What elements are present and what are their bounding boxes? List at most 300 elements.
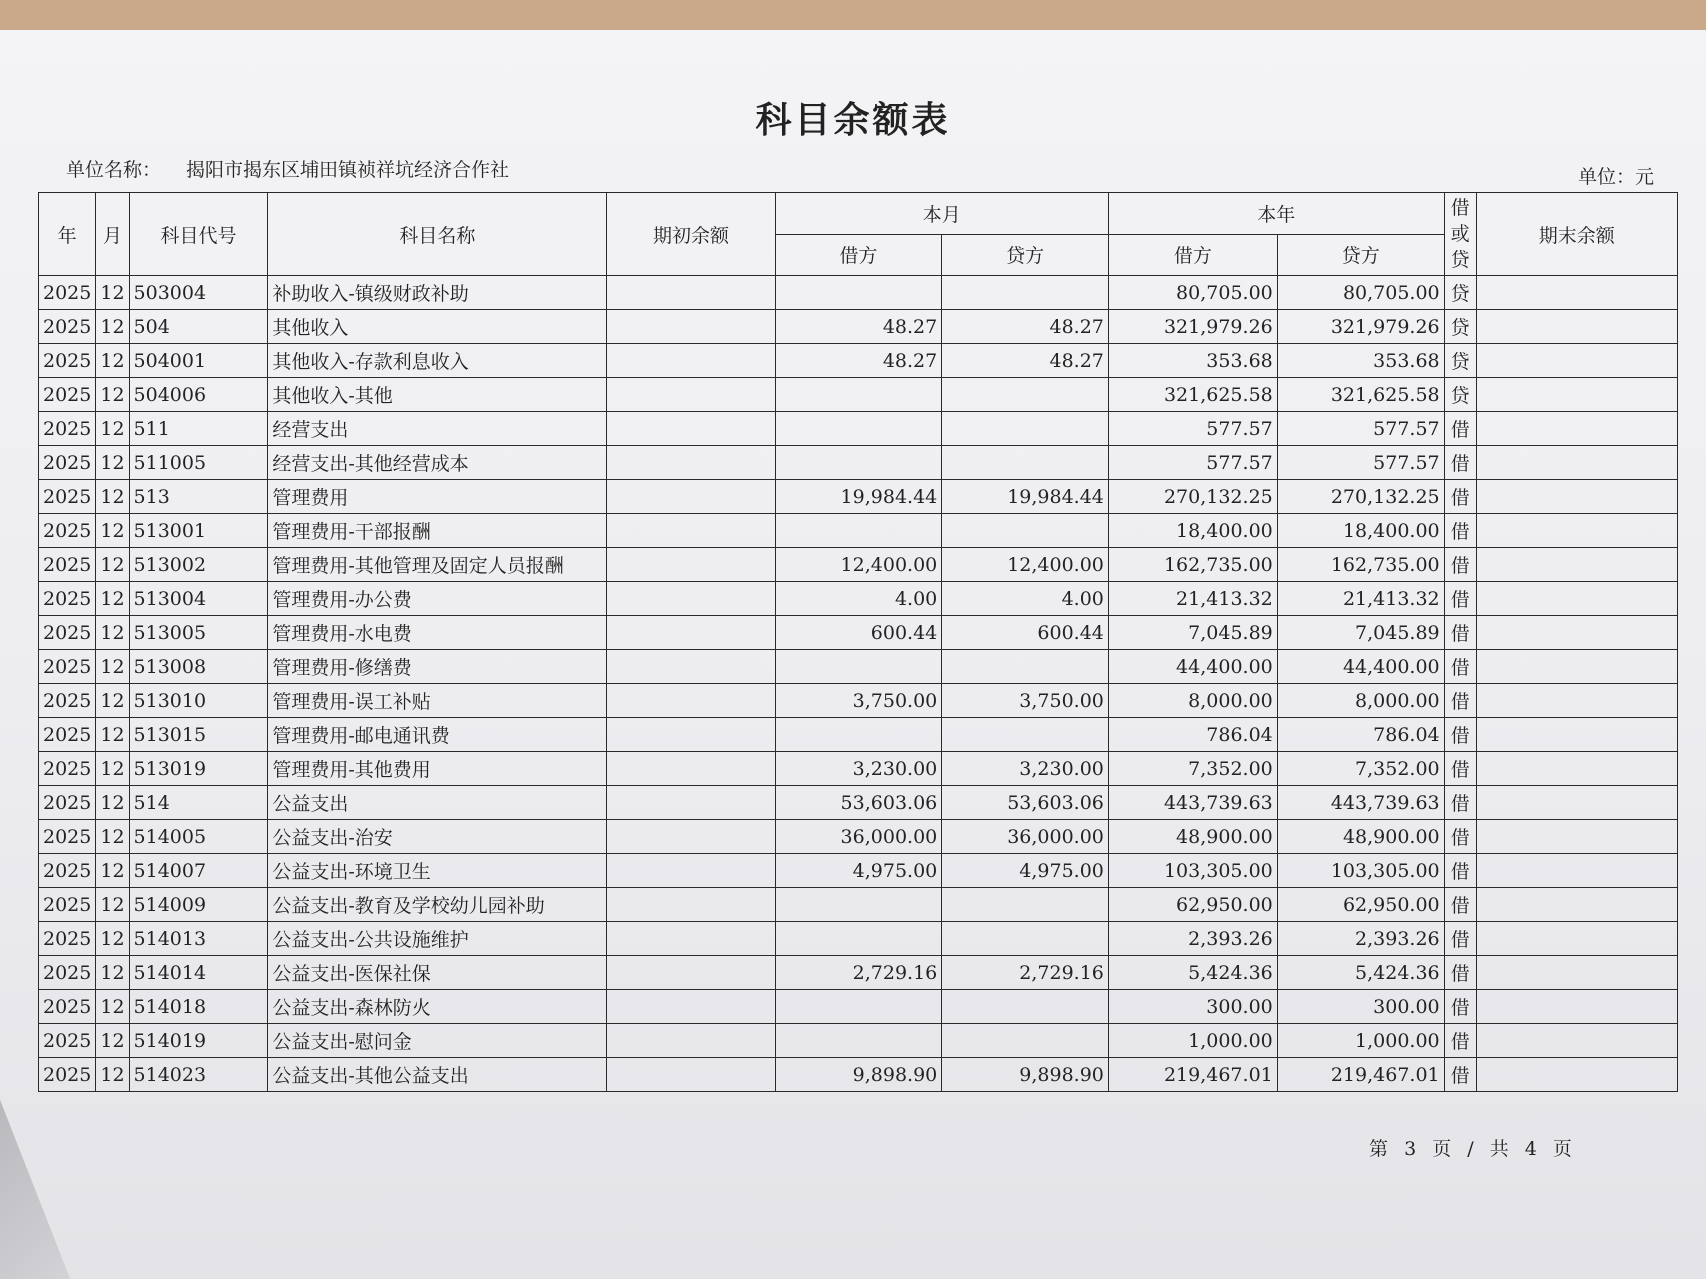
cell-closing (1476, 718, 1677, 752)
table-header (39, 193, 1678, 276)
cell-month-credit: 4.00 (942, 582, 1109, 616)
cell-month: 12 (96, 718, 129, 752)
header-code: 科目代号 (129, 193, 268, 276)
cell-code: 514007 (129, 854, 268, 888)
cell-opening (607, 480, 775, 514)
cell-closing (1476, 582, 1677, 616)
cell-opening (607, 616, 775, 650)
cell-debit-or-credit: 借 (1444, 854, 1476, 888)
cell-year-debit: 443,739.63 (1108, 786, 1277, 820)
cell-year-credit: 44,400.00 (1277, 650, 1444, 684)
cell-debit-or-credit: 借 (1444, 446, 1476, 480)
cell-code: 513005 (129, 616, 268, 650)
cell-year: 2025 (39, 684, 96, 718)
cell-month-credit: 36,000.00 (942, 820, 1109, 854)
cell-closing (1476, 548, 1677, 582)
cell-opening (607, 718, 775, 752)
cell-month-debit: 3,750.00 (775, 684, 942, 718)
cell-month-credit (942, 990, 1109, 1024)
table-row (39, 446, 1678, 480)
header-name: 科目名称 (268, 193, 607, 276)
cell-year-credit: 5,424.36 (1277, 956, 1444, 990)
cell-name: 公益支出-环境卫生 (268, 854, 607, 888)
cell-month-debit (775, 446, 942, 480)
header-month: 月 (96, 193, 129, 276)
table-body (39, 276, 1678, 1092)
table-row (39, 684, 1678, 718)
unit-name-value: 揭阳市揭东区埔田镇祯祥坑经济合作社 (186, 159, 510, 181)
cell-code: 504006 (129, 378, 268, 412)
pager-current: 3 (1404, 1138, 1419, 1160)
cell-closing (1476, 378, 1677, 412)
header-dc-char-3: 贷 (1450, 249, 1470, 271)
cell-month-debit (775, 412, 942, 446)
cell-year-credit: 8,000.00 (1277, 684, 1444, 718)
cell-code: 514023 (129, 1058, 268, 1092)
cell-debit-or-credit: 借 (1444, 990, 1476, 1024)
cell-code: 514 (129, 786, 268, 820)
cell-year-debit: 353.68 (1108, 344, 1277, 378)
cell-month-credit: 4,975.00 (942, 854, 1109, 888)
cell-year-debit: 321,979.26 (1108, 310, 1277, 344)
cell-month: 12 (96, 276, 129, 310)
cell-closing (1476, 446, 1677, 480)
cell-month-credit (942, 888, 1109, 922)
cell-debit-or-credit: 借 (1444, 922, 1476, 956)
cell-month-debit (775, 990, 942, 1024)
cell-month: 12 (96, 480, 129, 514)
cell-year-credit: 162,735.00 (1277, 548, 1444, 582)
cell-year-debit: 44,400.00 (1108, 650, 1277, 684)
cell-name: 管理费用 (268, 480, 607, 514)
cell-debit-or-credit: 借 (1444, 786, 1476, 820)
cell-opening (607, 1058, 775, 1092)
cell-month-debit: 12,400.00 (775, 548, 942, 582)
cell-year-debit: 7,352.00 (1108, 752, 1277, 786)
balance-table (38, 192, 1678, 1092)
cell-name: 管理费用-误工补贴 (268, 684, 607, 718)
cell-month: 12 (96, 310, 129, 344)
header-month-credit: 贷方 (942, 234, 1109, 276)
cell-opening (607, 922, 775, 956)
cell-year-credit: 80,705.00 (1277, 276, 1444, 310)
cell-year: 2025 (39, 1058, 96, 1092)
cell-debit-or-credit: 借 (1444, 514, 1476, 548)
cell-debit-or-credit: 借 (1444, 820, 1476, 854)
cell-month: 12 (96, 888, 129, 922)
cell-code: 513008 (129, 650, 268, 684)
cell-month-debit (775, 514, 942, 548)
cell-opening (607, 514, 775, 548)
cell-closing (1476, 922, 1677, 956)
header-debit-or-credit (1444, 193, 1476, 276)
cell-month: 12 (96, 446, 129, 480)
cell-month-credit (942, 922, 1109, 956)
table-row (39, 310, 1678, 344)
cell-month: 12 (96, 1024, 129, 1058)
report-title: 科目余额表 (755, 100, 951, 141)
cell-closing (1476, 752, 1677, 786)
header-year-credit: 贷方 (1277, 234, 1444, 276)
cell-month: 12 (96, 582, 129, 616)
cell-closing (1476, 1058, 1677, 1092)
cell-debit-or-credit: 借 (1444, 684, 1476, 718)
cell-year-credit: 353.68 (1277, 344, 1444, 378)
cell-year: 2025 (39, 820, 96, 854)
pager-separator: / (1467, 1138, 1476, 1160)
table-row (39, 616, 1678, 650)
cell-month: 12 (96, 990, 129, 1024)
pager-total: 4 (1524, 1138, 1539, 1160)
cell-year-credit: 577.57 (1277, 446, 1444, 480)
cell-year-credit: 270,132.25 (1277, 480, 1444, 514)
table-row (39, 480, 1678, 514)
table-row (39, 344, 1678, 378)
cell-year: 2025 (39, 480, 96, 514)
table-row (39, 276, 1678, 310)
table-row (39, 820, 1678, 854)
cell-name: 公益支出-公共设施维护 (268, 922, 607, 956)
unit-name-label: 单位名称： (66, 159, 162, 181)
table-row (39, 854, 1678, 888)
cell-year: 2025 (39, 956, 96, 990)
cell-closing (1476, 616, 1677, 650)
header-year-debit: 借方 (1108, 234, 1277, 276)
cell-month-credit: 48.27 (942, 310, 1109, 344)
cell-year-debit: 577.57 (1108, 446, 1277, 480)
cell-opening (607, 820, 775, 854)
cell-month-credit: 3,750.00 (942, 684, 1109, 718)
cell-name: 其他收入 (268, 310, 607, 344)
cell-opening (607, 786, 775, 820)
pager-page-word-2: 页 (1552, 1138, 1574, 1160)
cell-opening (607, 650, 775, 684)
cell-year-debit: 18,400.00 (1108, 514, 1277, 548)
cell-code: 513 (129, 480, 268, 514)
cell-debit-or-credit: 借 (1444, 616, 1476, 650)
cell-month: 12 (96, 412, 129, 446)
cell-code: 511005 (129, 446, 268, 480)
cell-year-debit: 7,045.89 (1108, 616, 1277, 650)
cell-closing (1476, 480, 1677, 514)
cell-year-credit: 321,979.26 (1277, 310, 1444, 344)
cell-month-credit (942, 378, 1109, 412)
cell-month-debit (775, 888, 942, 922)
cell-month-debit: 48.27 (775, 310, 942, 344)
header-closing: 期末余额 (1476, 193, 1677, 276)
table-row (39, 956, 1678, 990)
cell-debit-or-credit: 贷 (1444, 276, 1476, 310)
cell-debit-or-credit: 借 (1444, 412, 1476, 446)
cell-name: 管理费用-水电费 (268, 616, 607, 650)
cell-code: 514013 (129, 922, 268, 956)
cell-name: 管理费用-办公费 (268, 582, 607, 616)
cell-debit-or-credit: 借 (1444, 548, 1476, 582)
cell-debit-or-credit: 借 (1444, 888, 1476, 922)
cell-year-debit: 103,305.00 (1108, 854, 1277, 888)
cell-name: 公益支出-慰问金 (268, 1024, 607, 1058)
table-row (39, 582, 1678, 616)
header-this-year: 本年 (1108, 193, 1444, 235)
cell-debit-or-credit: 贷 (1444, 344, 1476, 378)
cell-year-credit: 300.00 (1277, 990, 1444, 1024)
cell-month-credit: 53,603.06 (942, 786, 1109, 820)
cell-month-debit: 53,603.06 (775, 786, 942, 820)
cell-month-debit: 36,000.00 (775, 820, 942, 854)
cell-code: 513002 (129, 548, 268, 582)
table-row (39, 888, 1678, 922)
cell-opening (607, 684, 775, 718)
cell-name: 其他收入-其他 (268, 378, 607, 412)
cell-month-debit: 19,984.44 (775, 480, 942, 514)
cell-name: 管理费用-其他管理及固定人员报酬 (268, 548, 607, 582)
cell-year: 2025 (39, 310, 96, 344)
cell-name: 管理费用-邮电通讯费 (268, 718, 607, 752)
cell-month-debit: 600.44 (775, 616, 942, 650)
cell-closing (1476, 684, 1677, 718)
header-dc-char-1: 借 (1450, 197, 1470, 219)
cell-year: 2025 (39, 344, 96, 378)
cell-year: 2025 (39, 752, 96, 786)
cell-month-credit: 12,400.00 (942, 548, 1109, 582)
cell-month: 12 (96, 684, 129, 718)
cell-code: 514009 (129, 888, 268, 922)
cell-year: 2025 (39, 446, 96, 480)
table-row (39, 548, 1678, 582)
cell-month-credit (942, 446, 1109, 480)
cell-opening (607, 582, 775, 616)
cell-month-debit (775, 922, 942, 956)
cell-code: 504 (129, 310, 268, 344)
cell-debit-or-credit: 借 (1444, 752, 1476, 786)
cell-year: 2025 (39, 378, 96, 412)
cell-year: 2025 (39, 1024, 96, 1058)
cell-month-credit (942, 276, 1109, 310)
cell-closing (1476, 650, 1677, 684)
cell-code: 513015 (129, 718, 268, 752)
cell-year-debit: 270,132.25 (1108, 480, 1277, 514)
cell-year-credit: 443,739.63 (1277, 786, 1444, 820)
cell-debit-or-credit: 借 (1444, 480, 1476, 514)
table-row (39, 786, 1678, 820)
cell-month-credit: 2,729.16 (942, 956, 1109, 990)
cell-year-credit: 62,950.00 (1277, 888, 1444, 922)
cell-opening (607, 888, 775, 922)
cell-year-debit: 577.57 (1108, 412, 1277, 446)
cell-month: 12 (96, 922, 129, 956)
cell-name: 经营支出 (268, 412, 607, 446)
cell-code: 513019 (129, 752, 268, 786)
cell-closing (1476, 786, 1677, 820)
cell-name: 经营支出-其他经营成本 (268, 446, 607, 480)
cell-opening (607, 310, 775, 344)
cell-opening (607, 344, 775, 378)
cell-year: 2025 (39, 548, 96, 582)
header-dc-char-2: 或 (1450, 223, 1470, 245)
cell-closing (1476, 514, 1677, 548)
cell-closing (1476, 854, 1677, 888)
cell-debit-or-credit: 贷 (1444, 310, 1476, 344)
cell-month: 12 (96, 1058, 129, 1092)
cell-year-debit: 219,467.01 (1108, 1058, 1277, 1092)
cell-year-debit: 786.04 (1108, 718, 1277, 752)
table-row (39, 922, 1678, 956)
cell-name: 管理费用-干部报酬 (268, 514, 607, 548)
cell-year-credit: 7,352.00 (1277, 752, 1444, 786)
cell-closing (1476, 990, 1677, 1024)
cell-opening (607, 446, 775, 480)
cell-opening (607, 990, 775, 1024)
cell-year: 2025 (39, 718, 96, 752)
cell-opening (607, 956, 775, 990)
cell-year: 2025 (39, 582, 96, 616)
cell-month-credit: 9,898.90 (942, 1058, 1109, 1092)
cell-year: 2025 (39, 276, 96, 310)
cell-year: 2025 (39, 616, 96, 650)
cell-closing (1476, 956, 1677, 990)
header-month-debit: 借方 (775, 234, 942, 276)
cell-debit-or-credit: 贷 (1444, 378, 1476, 412)
cell-year-credit: 48,900.00 (1277, 820, 1444, 854)
cell-month: 12 (96, 786, 129, 820)
cell-year-credit: 21,413.32 (1277, 582, 1444, 616)
cell-closing (1476, 412, 1677, 446)
cell-year-credit: 7,045.89 (1277, 616, 1444, 650)
cell-year-debit: 2,393.26 (1108, 922, 1277, 956)
cell-month: 12 (96, 956, 129, 990)
table-row (39, 412, 1678, 446)
cell-month-debit: 2,729.16 (775, 956, 942, 990)
cell-month-credit (942, 1024, 1109, 1058)
cell-code: 503004 (129, 276, 268, 310)
table-row (39, 1024, 1678, 1058)
cell-month-debit: 9,898.90 (775, 1058, 942, 1092)
cell-opening (607, 752, 775, 786)
cell-name: 公益支出-教育及学校幼儿园补助 (268, 888, 607, 922)
table-row (39, 378, 1678, 412)
cell-code: 513010 (129, 684, 268, 718)
cell-opening (607, 548, 775, 582)
cell-debit-or-credit: 借 (1444, 582, 1476, 616)
cell-month: 12 (96, 616, 129, 650)
cell-year-debit: 80,705.00 (1108, 276, 1277, 310)
cell-month-credit: 3,230.00 (942, 752, 1109, 786)
table-row (39, 1058, 1678, 1092)
cell-debit-or-credit: 借 (1444, 956, 1476, 990)
cell-year-debit: 300.00 (1108, 990, 1277, 1024)
cell-month-debit: 3,230.00 (775, 752, 942, 786)
cell-code: 511 (129, 412, 268, 446)
cell-month: 12 (96, 650, 129, 684)
cell-month: 12 (96, 752, 129, 786)
cell-year: 2025 (39, 650, 96, 684)
cell-debit-or-credit: 借 (1444, 650, 1476, 684)
cell-name: 其他收入-存款利息收入 (268, 344, 607, 378)
cell-year: 2025 (39, 786, 96, 820)
cell-closing (1476, 276, 1677, 310)
cell-opening (607, 276, 775, 310)
cell-year-debit: 162,735.00 (1108, 548, 1277, 582)
cell-name: 管理费用-修缮费 (268, 650, 607, 684)
cell-debit-or-credit: 借 (1444, 1024, 1476, 1058)
cell-month-debit: 48.27 (775, 344, 942, 378)
cell-year-credit: 103,305.00 (1277, 854, 1444, 888)
cell-month-debit (775, 650, 942, 684)
cell-code: 514005 (129, 820, 268, 854)
cell-year: 2025 (39, 854, 96, 888)
cell-year-debit: 21,413.32 (1108, 582, 1277, 616)
cell-month-credit: 600.44 (942, 616, 1109, 650)
cell-debit-or-credit: 借 (1444, 718, 1476, 752)
cell-opening (607, 854, 775, 888)
header-opening: 期初余额 (607, 193, 775, 276)
cell-code: 514019 (129, 1024, 268, 1058)
cell-year: 2025 (39, 412, 96, 446)
cell-opening (607, 412, 775, 446)
cell-month-debit: 4,975.00 (775, 854, 942, 888)
cell-name: 公益支出-医保社保 (268, 956, 607, 990)
cell-year-debit: 5,424.36 (1108, 956, 1277, 990)
cell-month-credit: 48.27 (942, 344, 1109, 378)
currency-unit: 单位：元 (1577, 166, 1654, 188)
cell-year-credit: 2,393.26 (1277, 922, 1444, 956)
cell-month-credit (942, 412, 1109, 446)
cell-year-credit: 786.04 (1277, 718, 1444, 752)
cell-year-debit: 62,950.00 (1108, 888, 1277, 922)
cell-code: 513004 (129, 582, 268, 616)
cell-year: 2025 (39, 514, 96, 548)
cell-month-debit (775, 276, 942, 310)
pager-prefix: 第 (1369, 1138, 1391, 1160)
cell-year-debit: 48,900.00 (1108, 820, 1277, 854)
cell-year: 2025 (39, 888, 96, 922)
cell-closing (1476, 310, 1677, 344)
header-year: 年 (39, 193, 96, 276)
pager-total-prefix: 共 (1489, 1138, 1511, 1160)
cell-closing (1476, 1024, 1677, 1058)
cell-year-credit: 577.57 (1277, 412, 1444, 446)
cell-closing (1476, 888, 1677, 922)
table-row (39, 752, 1678, 786)
cell-name: 补助收入-镇级财政补助 (268, 276, 607, 310)
cell-code: 514018 (129, 990, 268, 1024)
cell-year-debit: 8,000.00 (1108, 684, 1277, 718)
cell-year-credit: 321,625.58 (1277, 378, 1444, 412)
cell-month-credit (942, 650, 1109, 684)
cell-closing (1476, 820, 1677, 854)
cell-month: 12 (96, 820, 129, 854)
cell-month: 12 (96, 854, 129, 888)
cell-month-debit: 4.00 (775, 582, 942, 616)
cell-year-credit: 1,000.00 (1277, 1024, 1444, 1058)
cell-month: 12 (96, 378, 129, 412)
cell-name: 管理费用-其他费用 (268, 752, 607, 786)
cell-month-debit (775, 378, 942, 412)
cell-opening (607, 378, 775, 412)
cell-code: 513001 (129, 514, 268, 548)
table-row (39, 718, 1678, 752)
cell-code: 504001 (129, 344, 268, 378)
cell-month-credit: 19,984.44 (942, 480, 1109, 514)
cell-year: 2025 (39, 922, 96, 956)
table-row (39, 514, 1678, 548)
cell-month-debit (775, 718, 942, 752)
cell-name: 公益支出-其他公益支出 (268, 1058, 607, 1092)
table-row (39, 650, 1678, 684)
cell-code: 514014 (129, 956, 268, 990)
cell-year: 2025 (39, 990, 96, 1024)
cell-year-debit: 1,000.00 (1108, 1024, 1277, 1058)
